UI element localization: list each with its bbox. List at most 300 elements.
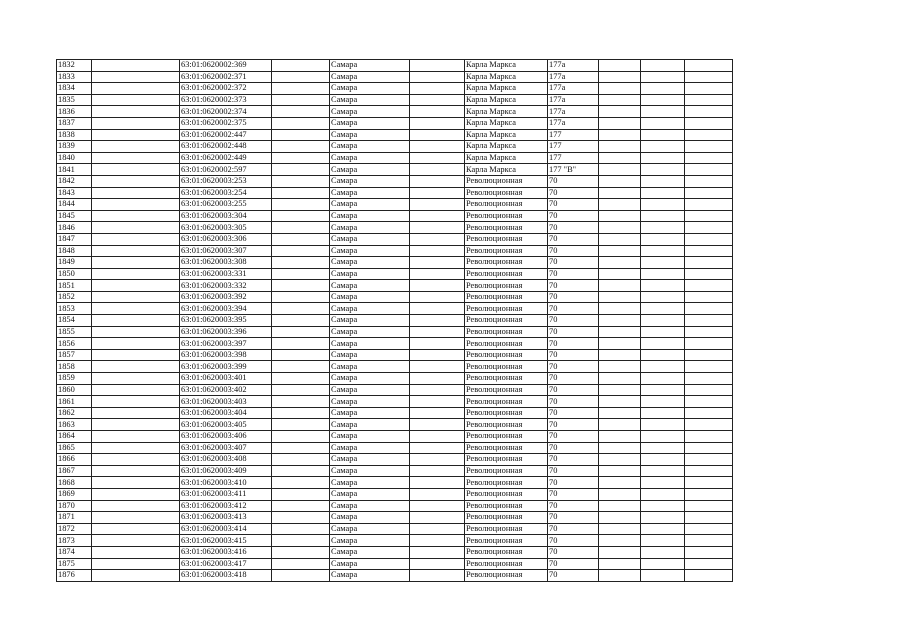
cell-empty bbox=[410, 523, 465, 535]
cell-city: Самара bbox=[330, 558, 410, 570]
cell-cadastral: 63:01:0620003:414 bbox=[180, 523, 272, 535]
cell-empty bbox=[685, 175, 733, 187]
cell-street: Революционная bbox=[465, 454, 548, 466]
cell-city: Самара bbox=[330, 106, 410, 118]
cell-empty bbox=[92, 419, 180, 431]
cell-city: Самара bbox=[330, 233, 410, 245]
cell-num: 1872 bbox=[57, 523, 92, 535]
cell-street: Карла Маркса bbox=[465, 106, 548, 118]
cell-empty bbox=[641, 361, 685, 373]
cell-empty bbox=[685, 233, 733, 245]
cell-empty bbox=[272, 315, 330, 327]
cell-empty bbox=[599, 303, 641, 315]
cell-house: 70 bbox=[548, 558, 599, 570]
cell-empty bbox=[599, 361, 641, 373]
table-row bbox=[57, 210, 733, 222]
cell-cadastral: 63:01:0620003:308 bbox=[180, 257, 272, 269]
cell-empty bbox=[641, 465, 685, 477]
table-row bbox=[57, 233, 733, 245]
cell-num: 1844 bbox=[57, 199, 92, 211]
cell-num: 1847 bbox=[57, 233, 92, 245]
cell-empty bbox=[599, 199, 641, 211]
cell-empty bbox=[410, 500, 465, 512]
cell-empty bbox=[410, 570, 465, 582]
cell-city: Самара bbox=[330, 454, 410, 466]
cell-city: Самара bbox=[330, 268, 410, 280]
cell-street: Революционная bbox=[465, 558, 548, 570]
cell-city: Самара bbox=[330, 396, 410, 408]
cell-house: 177 bbox=[548, 152, 599, 164]
cell-empty bbox=[92, 523, 180, 535]
cell-empty bbox=[641, 315, 685, 327]
cell-empty bbox=[641, 303, 685, 315]
cell-empty bbox=[410, 106, 465, 118]
cell-empty bbox=[599, 442, 641, 454]
cell-street: Карла Маркса bbox=[465, 71, 548, 83]
cell-cadastral: 63:01:0620003:332 bbox=[180, 280, 272, 292]
cell-cadastral: 63:01:0620002:374 bbox=[180, 106, 272, 118]
cell-street: Революционная bbox=[465, 175, 548, 187]
cell-num: 1832 bbox=[57, 60, 92, 72]
cell-empty bbox=[92, 558, 180, 570]
cell-empty bbox=[92, 535, 180, 547]
cell-empty bbox=[92, 477, 180, 489]
cell-num: 1843 bbox=[57, 187, 92, 199]
cell-empty bbox=[685, 117, 733, 129]
cell-empty bbox=[410, 431, 465, 443]
cell-num: 1853 bbox=[57, 303, 92, 315]
cell-house: 70 bbox=[548, 175, 599, 187]
cell-empty bbox=[599, 222, 641, 234]
cell-empty bbox=[410, 187, 465, 199]
cell-empty bbox=[272, 419, 330, 431]
cell-empty bbox=[599, 500, 641, 512]
cell-empty bbox=[272, 60, 330, 72]
cell-num: 1871 bbox=[57, 512, 92, 524]
cell-house: 70 bbox=[548, 500, 599, 512]
cell-cadastral: 63:01:0620003:392 bbox=[180, 291, 272, 303]
cell-empty bbox=[410, 280, 465, 292]
cell-empty bbox=[272, 175, 330, 187]
cell-empty bbox=[685, 210, 733, 222]
cell-empty bbox=[272, 326, 330, 338]
table-row bbox=[57, 384, 733, 396]
cell-house: 70 bbox=[548, 257, 599, 269]
cell-city: Самара bbox=[330, 210, 410, 222]
cell-empty bbox=[641, 558, 685, 570]
cell-house: 70 bbox=[548, 454, 599, 466]
cell-house: 70 bbox=[548, 338, 599, 350]
cell-empty bbox=[410, 94, 465, 106]
cell-empty bbox=[685, 454, 733, 466]
cell-empty bbox=[685, 512, 733, 524]
cell-empty bbox=[685, 361, 733, 373]
cell-num: 1860 bbox=[57, 384, 92, 396]
table-row bbox=[57, 512, 733, 524]
cell-empty bbox=[92, 431, 180, 443]
table-body bbox=[57, 60, 733, 582]
cell-empty bbox=[272, 280, 330, 292]
cell-empty bbox=[599, 558, 641, 570]
cell-empty bbox=[272, 407, 330, 419]
cell-street: Революционная bbox=[465, 373, 548, 385]
cell-empty bbox=[599, 419, 641, 431]
cell-empty bbox=[272, 431, 330, 443]
cell-empty bbox=[92, 396, 180, 408]
cell-empty bbox=[599, 546, 641, 558]
cell-num: 1869 bbox=[57, 488, 92, 500]
cell-cadastral: 63:01:0620002:369 bbox=[180, 60, 272, 72]
cell-empty bbox=[410, 315, 465, 327]
cell-city: Самара bbox=[330, 94, 410, 106]
table-row bbox=[57, 535, 733, 547]
cell-num: 1864 bbox=[57, 431, 92, 443]
table-row bbox=[57, 164, 733, 176]
cell-house: 177 bbox=[548, 129, 599, 141]
cell-empty bbox=[92, 280, 180, 292]
cell-cadastral: 63:01:0620003:408 bbox=[180, 454, 272, 466]
table-row bbox=[57, 396, 733, 408]
cell-empty bbox=[272, 257, 330, 269]
cell-empty bbox=[641, 257, 685, 269]
cell-num: 1873 bbox=[57, 535, 92, 547]
cell-empty bbox=[599, 129, 641, 141]
cell-num: 1835 bbox=[57, 94, 92, 106]
cell-empty bbox=[92, 210, 180, 222]
cell-empty bbox=[92, 291, 180, 303]
cell-empty bbox=[410, 141, 465, 153]
cell-street: Карла Маркса bbox=[465, 94, 548, 106]
cell-house: 70 bbox=[548, 245, 599, 257]
cell-empty bbox=[641, 326, 685, 338]
cell-empty bbox=[272, 117, 330, 129]
table-row bbox=[57, 60, 733, 72]
cell-empty bbox=[685, 280, 733, 292]
cell-empty bbox=[641, 488, 685, 500]
cell-empty bbox=[272, 384, 330, 396]
cell-empty bbox=[641, 535, 685, 547]
cell-empty bbox=[641, 187, 685, 199]
cell-empty bbox=[92, 199, 180, 211]
table-row bbox=[57, 303, 733, 315]
cell-empty bbox=[410, 454, 465, 466]
cell-empty bbox=[599, 488, 641, 500]
cell-empty bbox=[641, 442, 685, 454]
cell-num: 1870 bbox=[57, 500, 92, 512]
cell-num: 1867 bbox=[57, 465, 92, 477]
cell-empty bbox=[599, 280, 641, 292]
cell-num: 1840 bbox=[57, 152, 92, 164]
table-row bbox=[57, 222, 733, 234]
cell-cadastral: 63:01:0620003:405 bbox=[180, 419, 272, 431]
cell-empty bbox=[599, 117, 641, 129]
cell-empty bbox=[272, 454, 330, 466]
cell-empty bbox=[685, 523, 733, 535]
cell-cadastral: 63:01:0620002:449 bbox=[180, 152, 272, 164]
cell-empty bbox=[92, 512, 180, 524]
cell-street: Революционная bbox=[465, 546, 548, 558]
table-row bbox=[57, 454, 733, 466]
cell-house: 70 bbox=[548, 291, 599, 303]
cell-empty bbox=[599, 454, 641, 466]
cell-num: 1839 bbox=[57, 141, 92, 153]
cell-cadastral: 63:01:0620003:395 bbox=[180, 315, 272, 327]
cell-empty bbox=[92, 268, 180, 280]
cell-empty bbox=[92, 94, 180, 106]
cell-num: 1866 bbox=[57, 454, 92, 466]
cell-empty bbox=[92, 384, 180, 396]
cell-empty bbox=[685, 535, 733, 547]
cell-city: Самара bbox=[330, 303, 410, 315]
cell-empty bbox=[685, 384, 733, 396]
cell-house: 70 bbox=[548, 373, 599, 385]
cell-empty bbox=[92, 152, 180, 164]
cell-empty bbox=[410, 164, 465, 176]
table-row bbox=[57, 315, 733, 327]
cell-empty bbox=[641, 245, 685, 257]
cell-empty bbox=[599, 477, 641, 489]
cell-empty bbox=[410, 175, 465, 187]
cell-empty bbox=[272, 477, 330, 489]
cell-empty bbox=[272, 488, 330, 500]
cell-house: 177а bbox=[548, 117, 599, 129]
cell-empty bbox=[641, 60, 685, 72]
table-row bbox=[57, 117, 733, 129]
table-row bbox=[57, 326, 733, 338]
cell-cadastral: 63:01:0620003:417 bbox=[180, 558, 272, 570]
cell-empty bbox=[641, 291, 685, 303]
cell-city: Самара bbox=[330, 523, 410, 535]
cell-street: Революционная bbox=[465, 222, 548, 234]
cell-street: Революционная bbox=[465, 488, 548, 500]
cell-empty bbox=[641, 338, 685, 350]
cell-cadastral: 63:01:0620003:401 bbox=[180, 373, 272, 385]
cell-empty bbox=[641, 570, 685, 582]
cell-house: 177а bbox=[548, 106, 599, 118]
cell-empty bbox=[272, 71, 330, 83]
cell-city: Самара bbox=[330, 315, 410, 327]
table-row bbox=[57, 419, 733, 431]
cell-empty bbox=[641, 152, 685, 164]
cell-empty bbox=[641, 384, 685, 396]
cell-empty bbox=[599, 71, 641, 83]
cell-empty bbox=[641, 233, 685, 245]
cell-empty bbox=[599, 512, 641, 524]
cell-empty bbox=[92, 373, 180, 385]
cell-empty bbox=[92, 187, 180, 199]
cell-cadastral: 63:01:0620002:372 bbox=[180, 83, 272, 95]
cell-num: 1849 bbox=[57, 257, 92, 269]
cell-street: Революционная bbox=[465, 512, 548, 524]
cell-empty bbox=[92, 233, 180, 245]
cell-cadastral: 63:01:0620003:411 bbox=[180, 488, 272, 500]
cell-cadastral: 63:01:0620003:307 bbox=[180, 245, 272, 257]
cell-empty bbox=[685, 199, 733, 211]
cell-cadastral: 63:01:0620002:371 bbox=[180, 71, 272, 83]
cell-street: Революционная bbox=[465, 396, 548, 408]
cell-empty bbox=[410, 396, 465, 408]
cell-empty bbox=[272, 83, 330, 95]
cell-street: Революционная bbox=[465, 523, 548, 535]
cell-cadastral: 63:01:0620002:597 bbox=[180, 164, 272, 176]
cell-street: Революционная bbox=[465, 187, 548, 199]
cell-street: Революционная bbox=[465, 257, 548, 269]
cell-street: Карла Маркса bbox=[465, 60, 548, 72]
cell-empty bbox=[410, 477, 465, 489]
cell-empty bbox=[641, 106, 685, 118]
cell-empty bbox=[685, 442, 733, 454]
table-row bbox=[57, 71, 733, 83]
cell-empty bbox=[599, 268, 641, 280]
cell-house: 70 bbox=[548, 512, 599, 524]
cell-empty bbox=[685, 546, 733, 558]
cell-street: Революционная bbox=[465, 349, 548, 361]
cell-num: 1851 bbox=[57, 280, 92, 292]
cell-empty bbox=[272, 500, 330, 512]
cell-cadastral: 63:01:0620003:397 bbox=[180, 338, 272, 350]
cell-city: Самара bbox=[330, 442, 410, 454]
cell-street: Революционная bbox=[465, 233, 548, 245]
cell-empty bbox=[641, 210, 685, 222]
cell-house: 70 bbox=[548, 442, 599, 454]
table-row bbox=[57, 187, 733, 199]
cell-empty bbox=[599, 535, 641, 547]
cell-empty bbox=[685, 558, 733, 570]
cell-empty bbox=[685, 94, 733, 106]
cell-house: 177 bbox=[548, 141, 599, 153]
cell-empty bbox=[641, 512, 685, 524]
cell-empty bbox=[272, 94, 330, 106]
cell-cadastral: 63:01:0620003:407 bbox=[180, 442, 272, 454]
cell-house: 70 bbox=[548, 396, 599, 408]
cell-cadastral: 63:01:0620003:413 bbox=[180, 512, 272, 524]
cell-empty bbox=[685, 257, 733, 269]
cell-city: Самара bbox=[330, 291, 410, 303]
cell-city: Самара bbox=[330, 129, 410, 141]
cell-cadastral: 63:01:0620003:396 bbox=[180, 326, 272, 338]
cell-empty bbox=[685, 488, 733, 500]
cell-city: Самара bbox=[330, 512, 410, 524]
cell-city: Самара bbox=[330, 199, 410, 211]
cell-empty bbox=[599, 349, 641, 361]
table-row bbox=[57, 280, 733, 292]
cell-empty bbox=[685, 141, 733, 153]
cell-empty bbox=[599, 523, 641, 535]
table-row bbox=[57, 407, 733, 419]
cell-cadastral: 63:01:0620003:418 bbox=[180, 570, 272, 582]
cell-empty bbox=[641, 268, 685, 280]
cell-street: Революционная bbox=[465, 210, 548, 222]
cell-empty bbox=[410, 384, 465, 396]
cell-empty bbox=[92, 71, 180, 83]
cell-empty bbox=[410, 338, 465, 350]
cell-house: 70 bbox=[548, 407, 599, 419]
cell-street: Революционная bbox=[465, 419, 548, 431]
cell-empty bbox=[92, 407, 180, 419]
cell-empty bbox=[599, 245, 641, 257]
table-row bbox=[57, 431, 733, 443]
cell-empty bbox=[410, 291, 465, 303]
cell-house: 70 bbox=[548, 326, 599, 338]
cell-city: Самара bbox=[330, 280, 410, 292]
table-row bbox=[57, 175, 733, 187]
cell-empty bbox=[272, 187, 330, 199]
cell-empty bbox=[410, 465, 465, 477]
cell-empty bbox=[641, 396, 685, 408]
cell-empty bbox=[685, 431, 733, 443]
cell-empty bbox=[641, 280, 685, 292]
cell-cadastral: 63:01:0620003:404 bbox=[180, 407, 272, 419]
cell-cadastral: 63:01:0620002:373 bbox=[180, 94, 272, 106]
cell-empty bbox=[685, 338, 733, 350]
cell-empty bbox=[410, 349, 465, 361]
cell-empty bbox=[599, 326, 641, 338]
cell-cadastral: 63:01:0620003:398 bbox=[180, 349, 272, 361]
cell-city: Самара bbox=[330, 164, 410, 176]
cell-empty bbox=[641, 546, 685, 558]
cell-city: Самара bbox=[330, 83, 410, 95]
table-row bbox=[57, 141, 733, 153]
cell-street: Революционная bbox=[465, 442, 548, 454]
cell-empty bbox=[599, 407, 641, 419]
cell-cadastral: 63:01:0620003:306 bbox=[180, 233, 272, 245]
cell-city: Самара bbox=[330, 60, 410, 72]
registry-table bbox=[56, 59, 733, 582]
cell-empty bbox=[92, 60, 180, 72]
cell-empty bbox=[685, 419, 733, 431]
cell-house: 70 bbox=[548, 465, 599, 477]
cell-empty bbox=[272, 106, 330, 118]
cell-empty bbox=[641, 454, 685, 466]
cell-num: 1862 bbox=[57, 407, 92, 419]
cell-city: Самара bbox=[330, 152, 410, 164]
cell-empty bbox=[272, 303, 330, 315]
cell-house: 70 bbox=[548, 523, 599, 535]
cell-street: Революционная bbox=[465, 326, 548, 338]
cell-street: Революционная bbox=[465, 245, 548, 257]
cell-empty bbox=[685, 396, 733, 408]
cell-empty bbox=[92, 361, 180, 373]
table-row bbox=[57, 257, 733, 269]
cell-empty bbox=[92, 570, 180, 582]
cell-empty bbox=[272, 535, 330, 547]
cell-empty bbox=[410, 361, 465, 373]
cell-empty bbox=[272, 268, 330, 280]
cell-house: 70 bbox=[548, 477, 599, 489]
cell-house: 177а bbox=[548, 71, 599, 83]
cell-empty bbox=[641, 349, 685, 361]
cell-empty bbox=[410, 512, 465, 524]
cell-city: Самара bbox=[330, 546, 410, 558]
cell-street: Революционная bbox=[465, 465, 548, 477]
cell-city: Самара bbox=[330, 488, 410, 500]
cell-street: Революционная bbox=[465, 268, 548, 280]
cell-city: Самара bbox=[330, 477, 410, 489]
cell-empty bbox=[92, 129, 180, 141]
cell-house: 70 bbox=[548, 280, 599, 292]
table-row bbox=[57, 500, 733, 512]
cell-house: 177 "В" bbox=[548, 164, 599, 176]
cell-num: 1874 bbox=[57, 546, 92, 558]
cell-city: Самара bbox=[330, 245, 410, 257]
cell-empty bbox=[599, 94, 641, 106]
cell-street: Революционная bbox=[465, 291, 548, 303]
table-row bbox=[57, 338, 733, 350]
cell-empty bbox=[641, 83, 685, 95]
cell-street: Революционная bbox=[465, 280, 548, 292]
cell-cadastral: 63:01:0620003:403 bbox=[180, 396, 272, 408]
cell-empty bbox=[272, 373, 330, 385]
